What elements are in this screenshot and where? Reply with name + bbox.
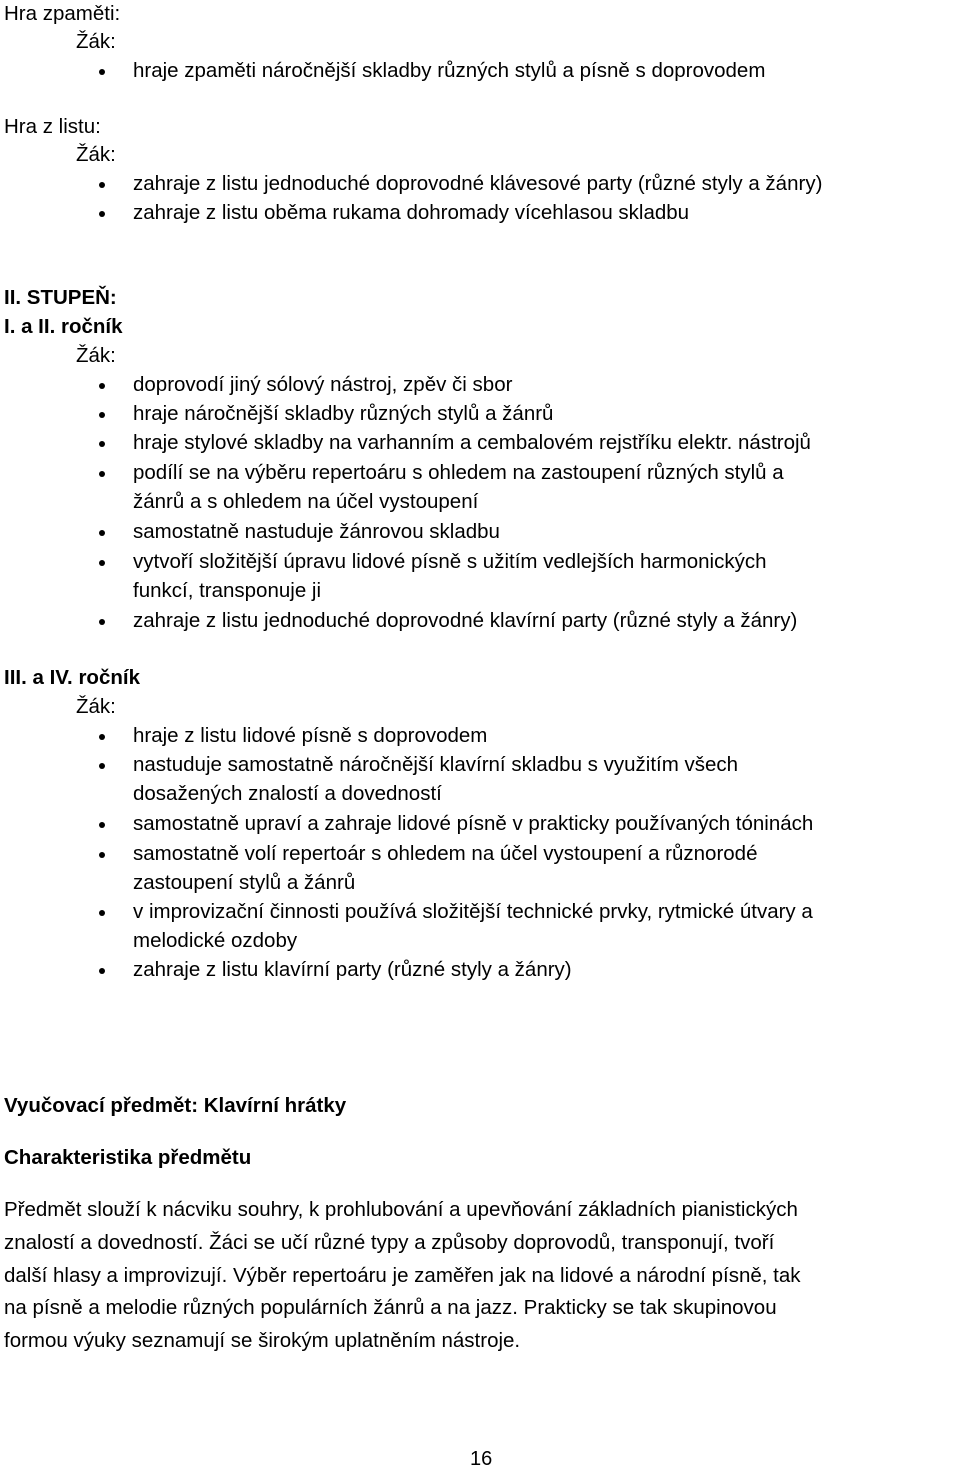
paragraph-line: další hlasy a improvizují. Výběr repertoáru je zaměřen jak na lidové a národní písně, tak [4,1264,801,1287]
section-heading-hra-z-listu: Hra z listu: [4,115,101,138]
zak-label: Žák: [76,143,116,166]
subject-heading: Vyučovací předmět: Klavírní hrátky [4,1094,347,1117]
zak-label: Žák: [76,344,116,367]
list-item: samostatně volí repertoár s ohledem na účel vystoupení a různorodé [133,842,758,865]
rocnik-heading-1-2: I. a II. ročník [4,315,123,338]
list-item: hraje zpaměti náročnější skladby různých stylů a písně s doprovodem [133,59,766,82]
list-item: v improvizační činnosti používá složitější technické prvky, rytmické útvary a [133,900,813,923]
list-item: hraje stylové skladby na varhanním a cembalovém rejstříku elektr. nástrojů [133,431,811,454]
list-item-continuation: zastoupení stylů a žánrů [133,871,356,894]
page-number: 16 [470,1448,493,1470]
list-item: doprovodí jiný sólový nástroj, zpěv či sbor [133,373,513,396]
list-item-continuation: funkcí, transponuje ji [133,579,322,602]
characteristics-heading: Charakteristika předmětu [4,1146,252,1169]
list-item: zahraje z listu jednoduché doprovodné klávesové party (různé styly a žánry) [133,172,823,195]
section-heading-hra-zpameti: Hra zpaměti: [4,2,121,25]
list-item: podílí se na výběru repertoáru s ohledem na zastoupení různých stylů a [133,461,784,484]
list-item: hraje náročnější skladby různých stylů a žánrů [133,402,554,425]
list-item: nastuduje samostatně náročnější klavírní skladbu s využitím všech [133,753,739,776]
rocnik-heading-3-4: III. a IV. ročník [4,666,140,689]
list-item: zahraje z listu jednoduché doprovodné klavírní party (různé styly a žánry) [133,609,798,632]
list-item: vytvoří složitější úpravu lidové písně s užitím vedlejších harmonických [133,550,767,573]
paragraph-line: znalostí a dovedností. Žáci se učí různé typy a způsoby doprovodů, transponují, tvoří [4,1231,775,1254]
list-item: zahraje z listu klavírní party (různé styly a žánry) [133,958,572,981]
paragraph-line: formou výuky seznamují se širokým uplatněním nástroje. [4,1329,521,1352]
list-item-continuation: melodické ozdoby [133,929,298,952]
list-item: samostatně upraví a zahraje lidové písně v prakticky používaných tóninách [133,812,814,835]
zak-label: Žák: [76,30,116,53]
list-item: samostatně nastuduje žánrovou skladbu [133,520,500,543]
paragraph-line: na písně a melodie různých populárních žánrů a na jazz. Prakticky se tak skupinovou [4,1296,777,1319]
paragraph-line: Předmět slouží k nácviku souhry, k prohlubování a upevňování základních pianistických [4,1198,798,1221]
list-item-continuation: žánrů a s ohledem na účel vystoupení [133,490,479,513]
stupen-heading: II. STUPEŇ: [4,286,117,309]
list-item-continuation: dosažených znalostí a dovedností [133,782,442,805]
list-item: zahraje z listu oběma rukama dohromady vícehlasou skladbu [133,201,690,224]
list-item: hraje z listu lidové písně s doprovodem [133,724,488,747]
zak-label: Žák: [76,695,116,718]
